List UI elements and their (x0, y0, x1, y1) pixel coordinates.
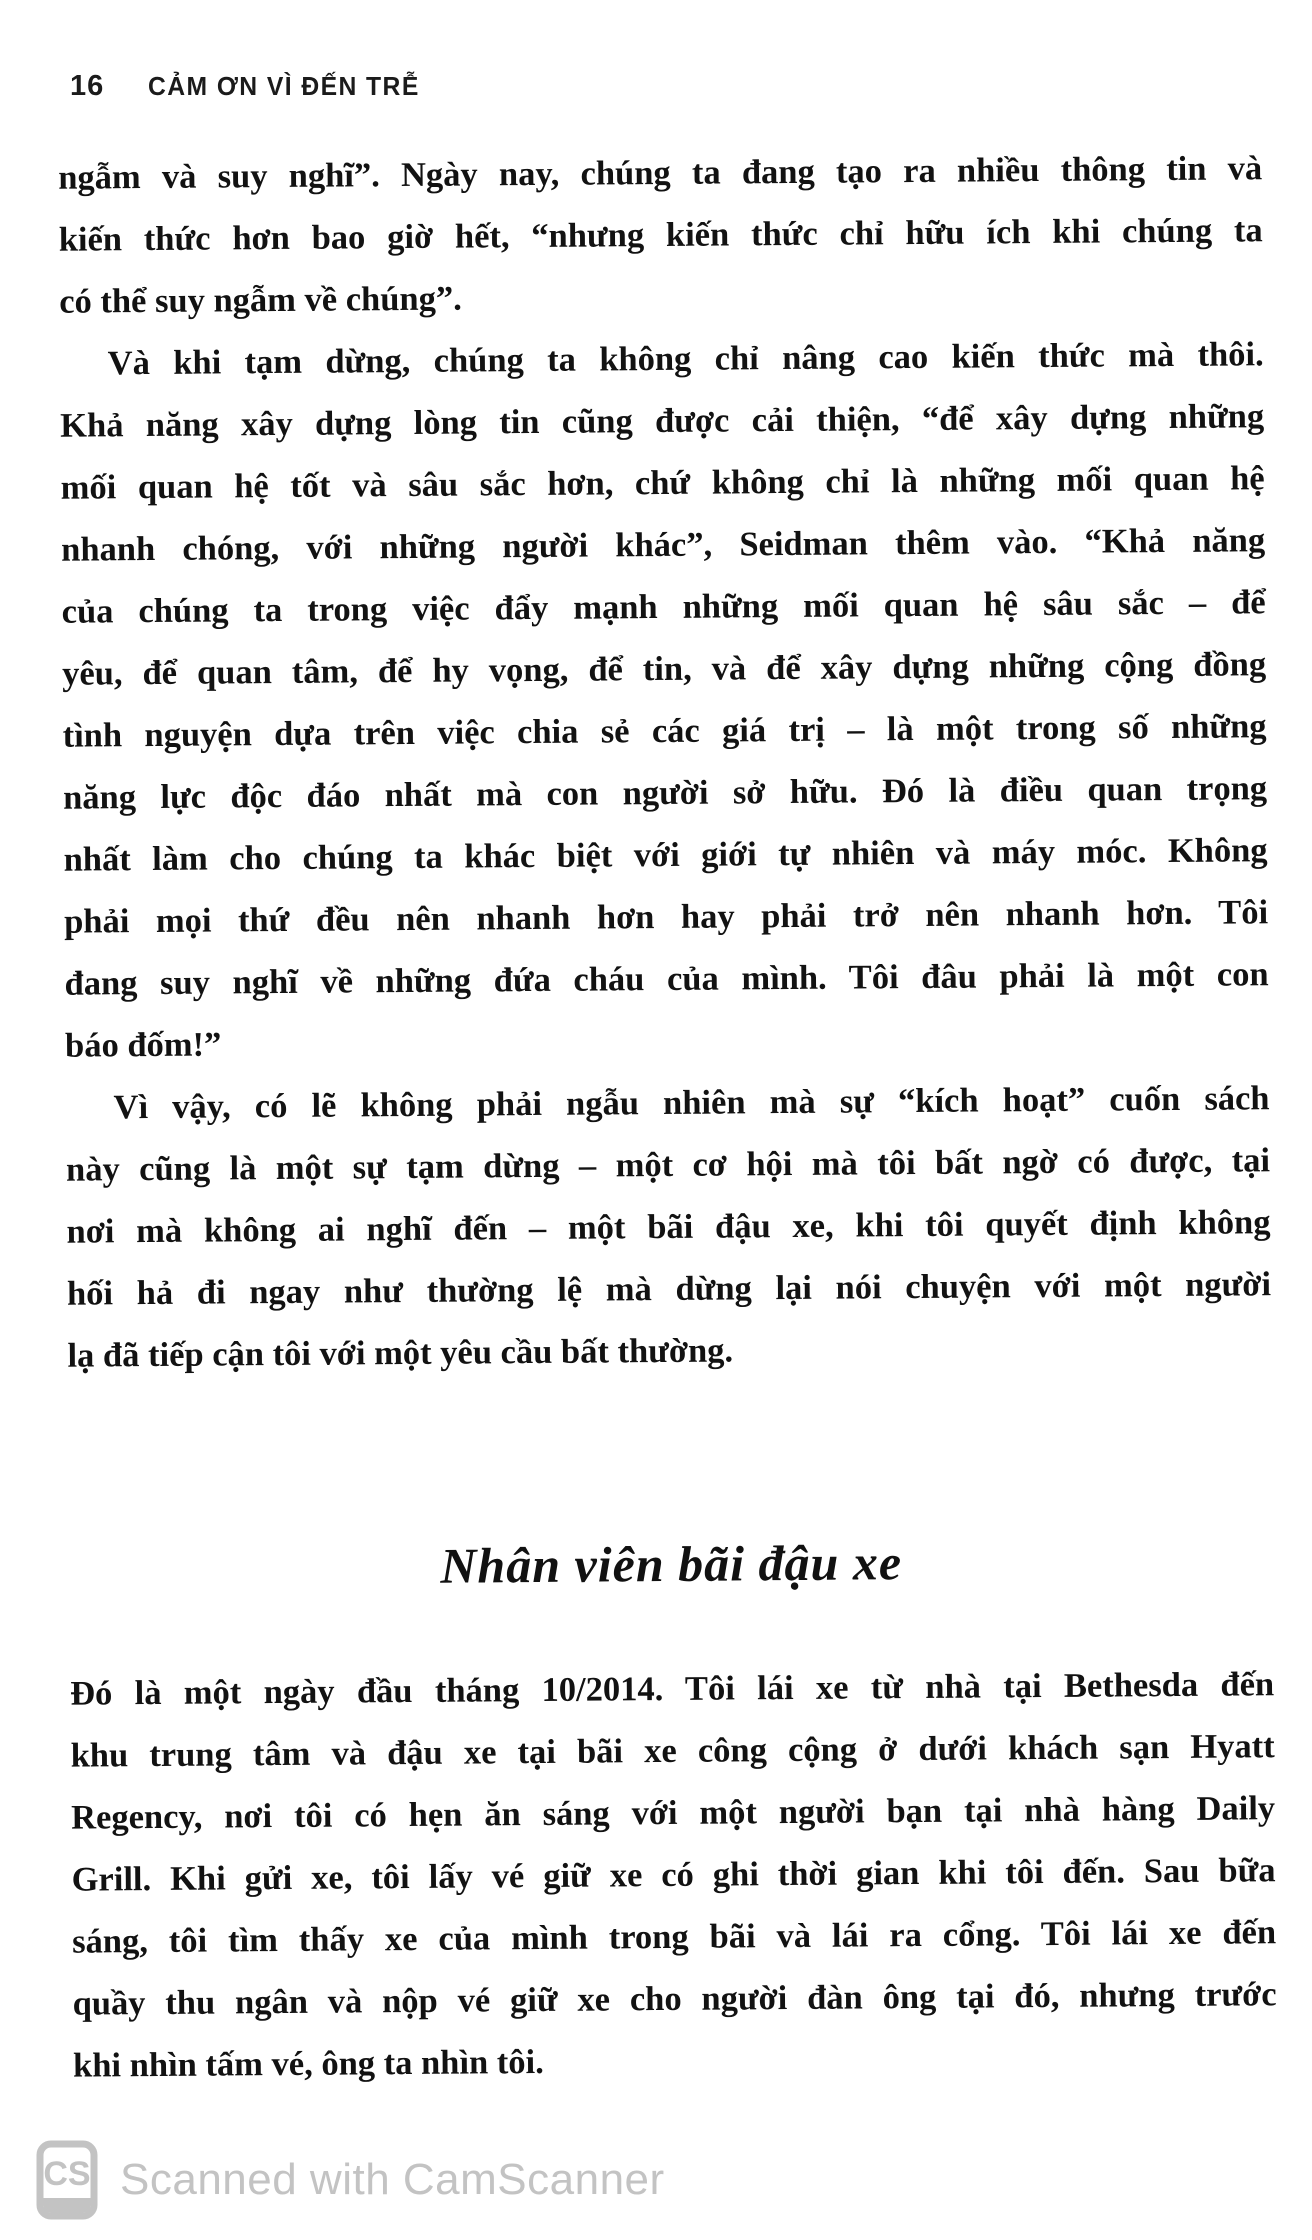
text-line: báo đốm!” (64, 1025, 222, 1065)
camscanner-watermark-bar (0, 2120, 1312, 2240)
text-line: phải mọi thứ đều nên nhanh hơn hay phải trở nên nhanh hơn. Tôi (63, 893, 1269, 941)
sections-container (58, 137, 1277, 2096)
cs-icon-label: CS (43, 2155, 91, 2193)
text-line: lạ đã tiếp cận tôi với một yêu cầu bất thường. (67, 1331, 734, 1375)
text-line: Grill. Khi gửi xe, tôi lấy vé giữ xe có ghi thời gian khi tôi đến. Sau bữa (71, 1851, 1276, 1899)
text-line: quầy thu ngân và nộp vé giữ xe cho người đàn ông tại đó, nhưng trước (72, 1975, 1277, 2023)
section-heading: Nhân viên bãi đậu xe (440, 1534, 903, 1594)
page-body (58, 137, 1277, 2096)
text-line: Đó là một ngày đầu tháng 10/2014. Tôi lái xe từ nhà tại Bethesda đến (70, 1665, 1275, 1713)
text-line: có thể suy ngẫm về chúng”. (59, 279, 462, 321)
text-line: nơi mà không ai nghĩ đến – một bãi đậu xe, khi tôi quyết định không (66, 1203, 1271, 1251)
text-line: sáng, tôi tìm thấy xe của mình trong bãi và lái ra cổng. Tôi lái xe đến (71, 1913, 1277, 1961)
text-line: khi nhìn tấm vé, ông ta nhìn tôi. (72, 2042, 544, 2085)
text-line: khu trung tâm và đậu xe tại bãi xe công cộng ở dưới khách sạn Hyatt (70, 1727, 1275, 1775)
text-line: Khả năng xây dựng lòng tin cũng được cải thiện, “để xây dựng những (60, 397, 1265, 445)
paragraph (58, 137, 1263, 332)
text-line: Vì vậy, có lẽ không phải ngẫu nhiên mà sự “kích hoạt” cuốn sách (113, 1079, 1270, 1127)
paragraph (65, 1067, 1271, 1386)
running-title: CẢM ƠN VÌ ĐẾN TRỄ (148, 71, 420, 101)
text-line: Regency, nơi tôi có hẹn ăn sáng với một người bạn tại nhà hàng Daily (70, 1789, 1276, 1837)
text-line: yêu, để quan tâm, để hy vọng, để tin, và để xây dựng những cộng đồng (62, 645, 1267, 693)
paragraph (70, 1653, 1277, 2096)
watermark-text: Scanned with CamScanner (120, 2155, 665, 2204)
text-line: đang suy nghĩ về những đứa cháu của mình. Tôi đâu phải là một con (64, 955, 1269, 1003)
text-line: kiến thức hơn bao giờ hết, “nhưng kiến thức chỉ hữu ích khi chúng ta (58, 211, 1263, 259)
text-line: ngẫm và suy nghĩ”. Ngày nay, chúng ta đang tạo ra nhiều thông tin và (58, 149, 1263, 197)
text-line: tình nguyện dựa trên việc chia sẻ các giá trị – là một trong số những (62, 707, 1267, 755)
text-line: của chúng ta trong việc đẩy mạnh những mối quan hệ sâu sắc – để (61, 583, 1266, 631)
paragraph (59, 323, 1269, 1076)
page-header (70, 70, 434, 103)
text-line: Và khi tạm dừng, chúng ta không chỉ nâng cao kiến thức mà thôi. (107, 335, 1264, 383)
text-line: mối quan hệ tốt và sâu sắc hơn, chứ không chỉ là những mối quan hệ (60, 459, 1265, 507)
page-number: 16 (70, 70, 105, 102)
camscanner-cs-icon (36, 2140, 98, 2220)
text-line: này cũng là một sự tạm dừng – một cơ hội mà tôi bất ngờ có được, tại (65, 1141, 1271, 1189)
text-line: nhất làm cho chúng ta khác biệt với giới tự nhiên và máy móc. Không (63, 831, 1268, 879)
text-line: hối hả đi ngay như thường lệ mà dừng lại nói chuyện với một người (66, 1265, 1272, 1313)
text-line: nhanh chóng, với những người khác”, Seidman thêm vào. “Khả năng (61, 521, 1266, 569)
text-line: năng lực độc đáo nhất mà con người sở hữu. Đó là điều quan trọng (62, 769, 1268, 817)
